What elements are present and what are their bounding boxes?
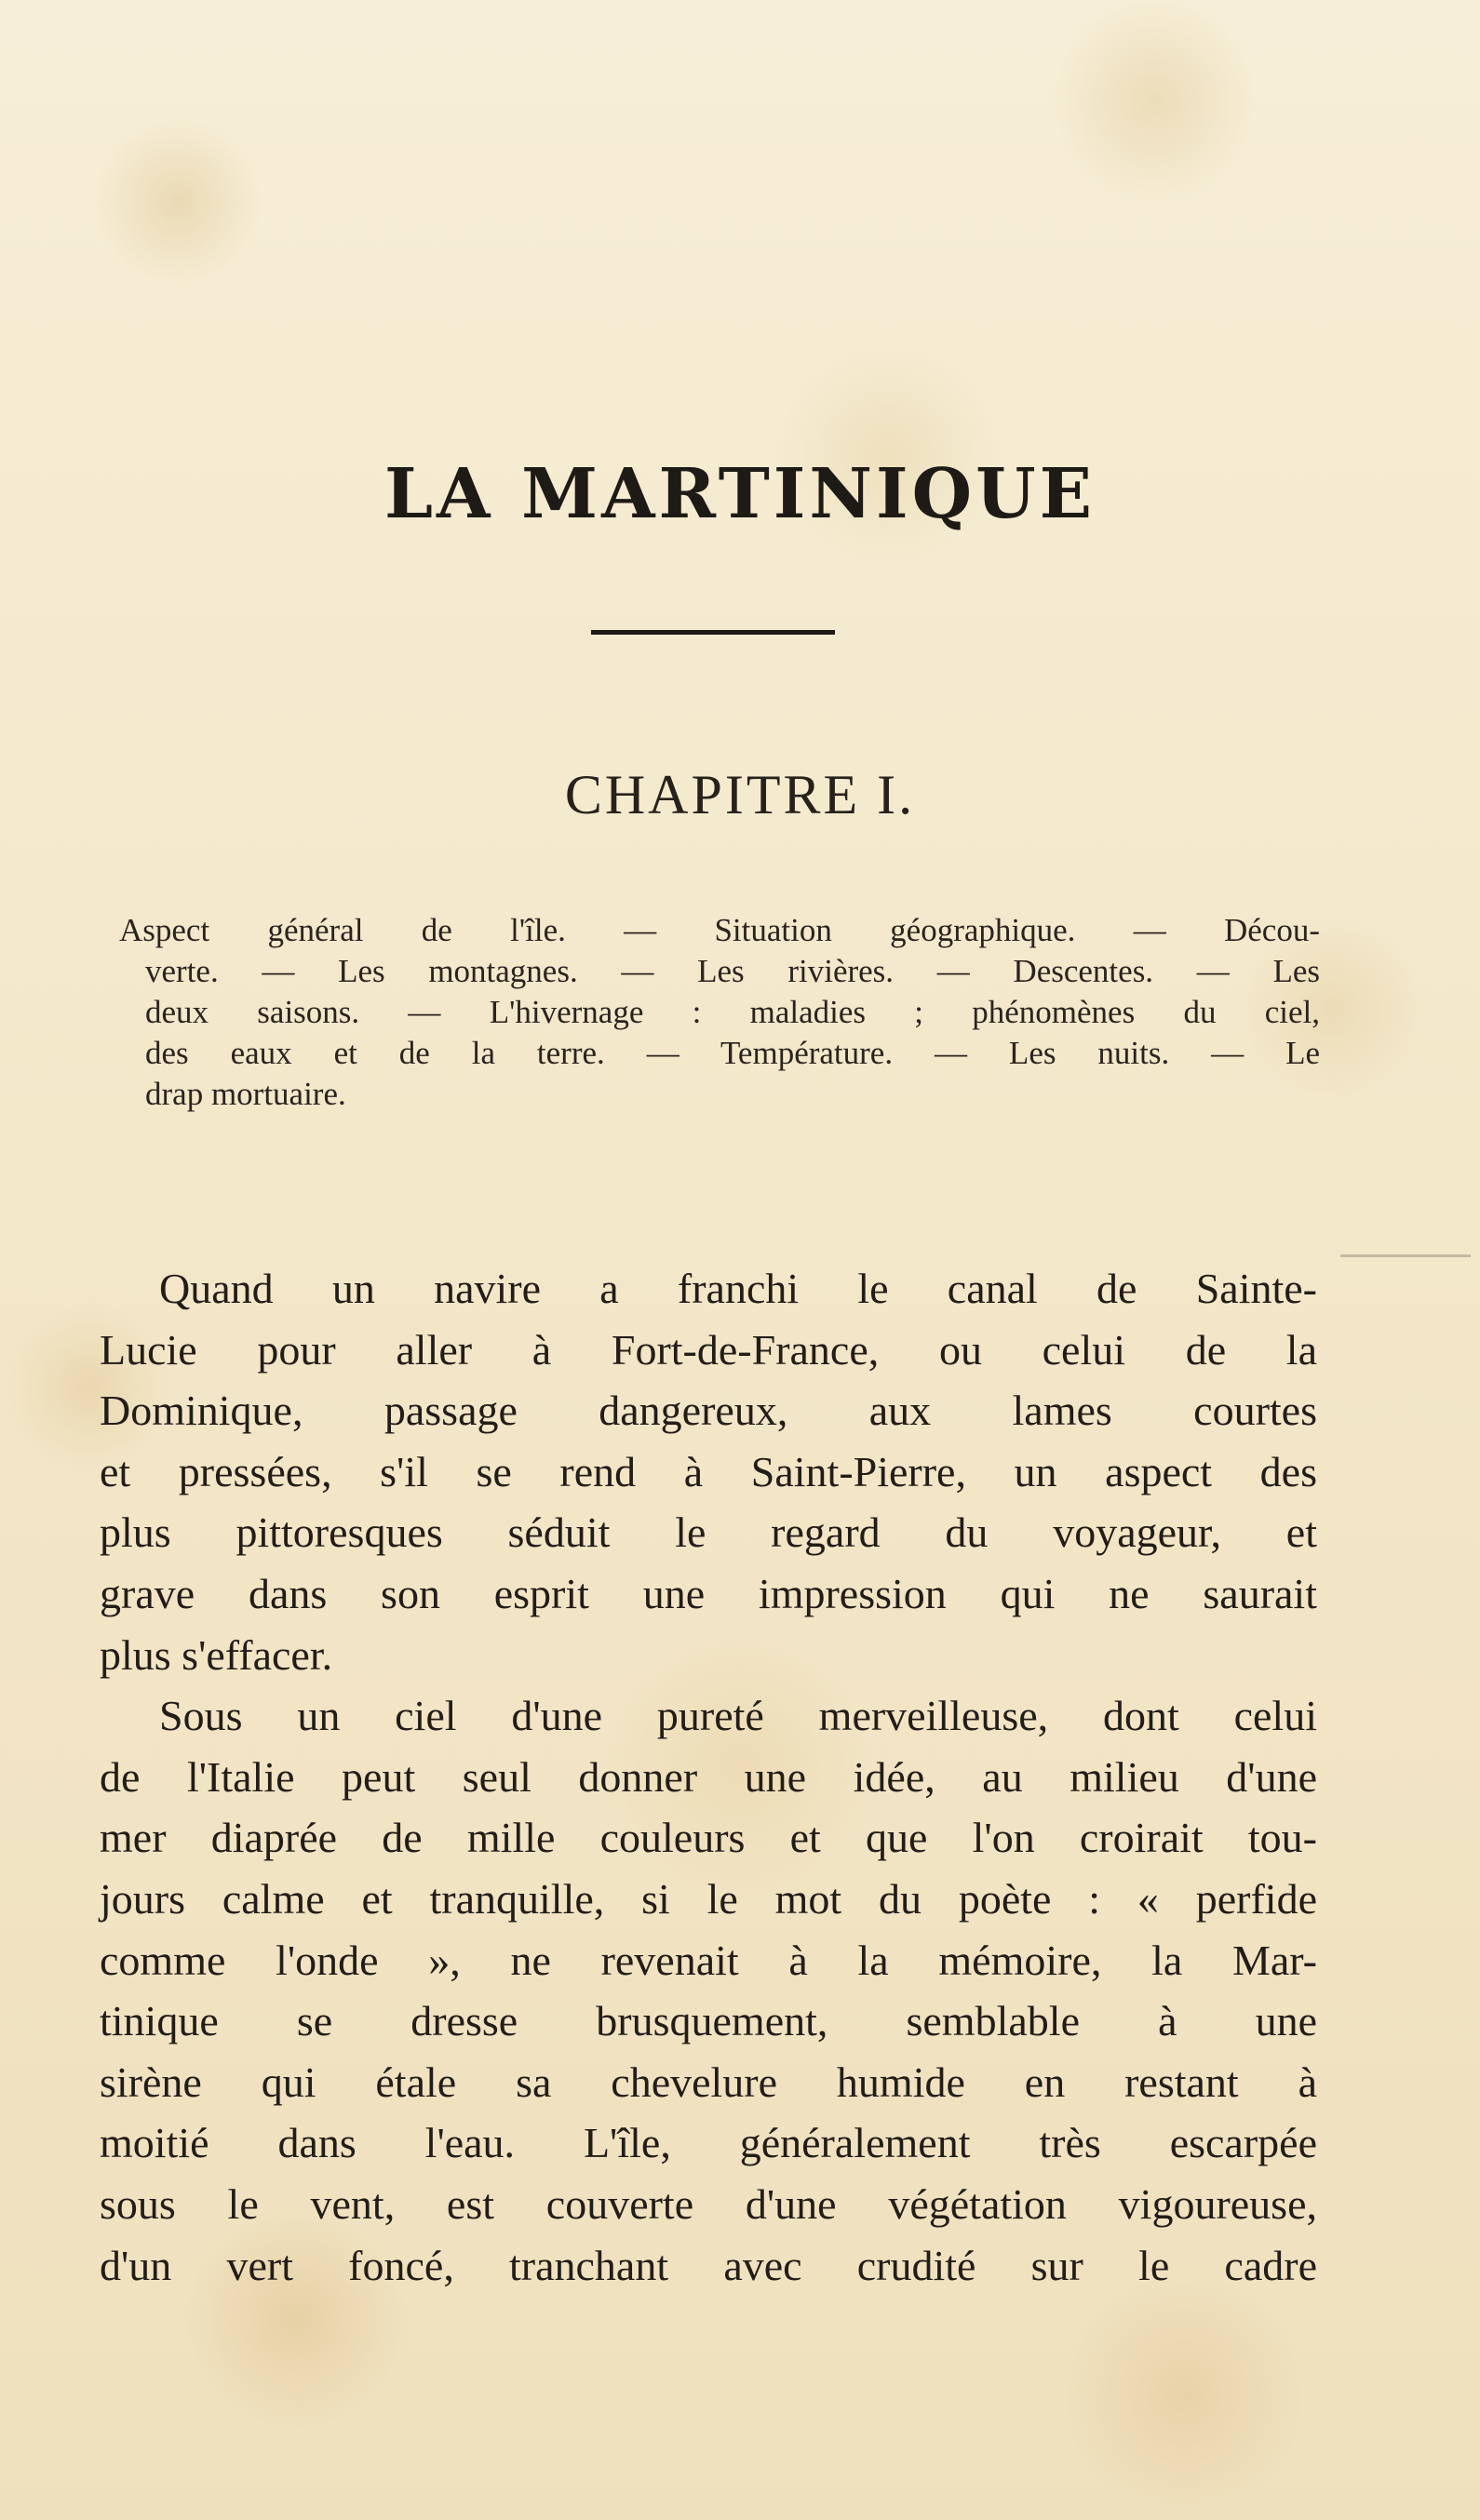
body-line: Dominique, passage dangereux, aux lames courtes [100, 1387, 1317, 1435]
body-line: tinique se dresse brusquement, semblable à une [100, 1997, 1317, 2045]
summary-line: des eaux et de la terre. — Température. — Les nuits. — Le [145, 1035, 1320, 1071]
body-line: moitié dans l'eau. L'île, généralement très escarpée [100, 2119, 1317, 2167]
body-line: mer diaprée de mille couleurs et que l'on croirait tou- [100, 1814, 1317, 1862]
body-line: plus pittoresques séduit le regard du voyageur, et [100, 1508, 1317, 1557]
body-line: et pressées, s'il se rend à Saint-Pierre, un aspect des [100, 1447, 1317, 1495]
body-line: Quand un navire a franchi le canal de Sainte- [159, 1265, 1317, 1312]
chapter-summary [119, 910, 1320, 1115]
body-line: Sous un ciel d'une pureté merveilleuse, dont celui [159, 1692, 1317, 1740]
summary-line: verte. — Les montagnes. — Les rivières. — Descentes. — Les [145, 953, 1320, 989]
body-line: sirène qui étale sa chevelure humide en restant à [100, 2058, 1317, 2106]
chapter-heading: CHAPITRE I. [564, 764, 916, 825]
body-line: jours calme et tranquille, si le mot du poète : « perfide [100, 1874, 1317, 1923]
body-line: d'un vert foncé, tranchant avec crudité sur le cadre [100, 2241, 1317, 2289]
title-divider [591, 630, 835, 635]
body-line: plus s'effacer. [100, 1630, 333, 1679]
body-line: sous le vent, est couverte d'une végétation vigoureuse, [100, 2179, 1317, 2228]
body-line: comme l'onde », ne revenait à la mémoire, la Mar- [100, 1936, 1317, 1984]
body-line: grave dans son esprit une impression qui ne saurait [100, 1569, 1317, 1617]
body-line: de l'Italie peut seul donner une idée, au milieu d'une [100, 1752, 1317, 1801]
summary-line: drap mortuaire. [145, 1076, 346, 1112]
body-line: Lucie pour aller à Fort-de-France, ou celui de la [100, 1325, 1317, 1374]
page-title: LA MARTINIQUE [383, 454, 1097, 534]
margin-mark [1340, 1254, 1471, 1257]
summary-line: deux saisons. — L'hivernage : maladies ; phénomènes du ciel, [145, 994, 1320, 1030]
summary-line: Aspect général de l'île. — Situation géographique. — Décou- [119, 912, 1320, 948]
body-text [100, 1258, 1317, 2296]
